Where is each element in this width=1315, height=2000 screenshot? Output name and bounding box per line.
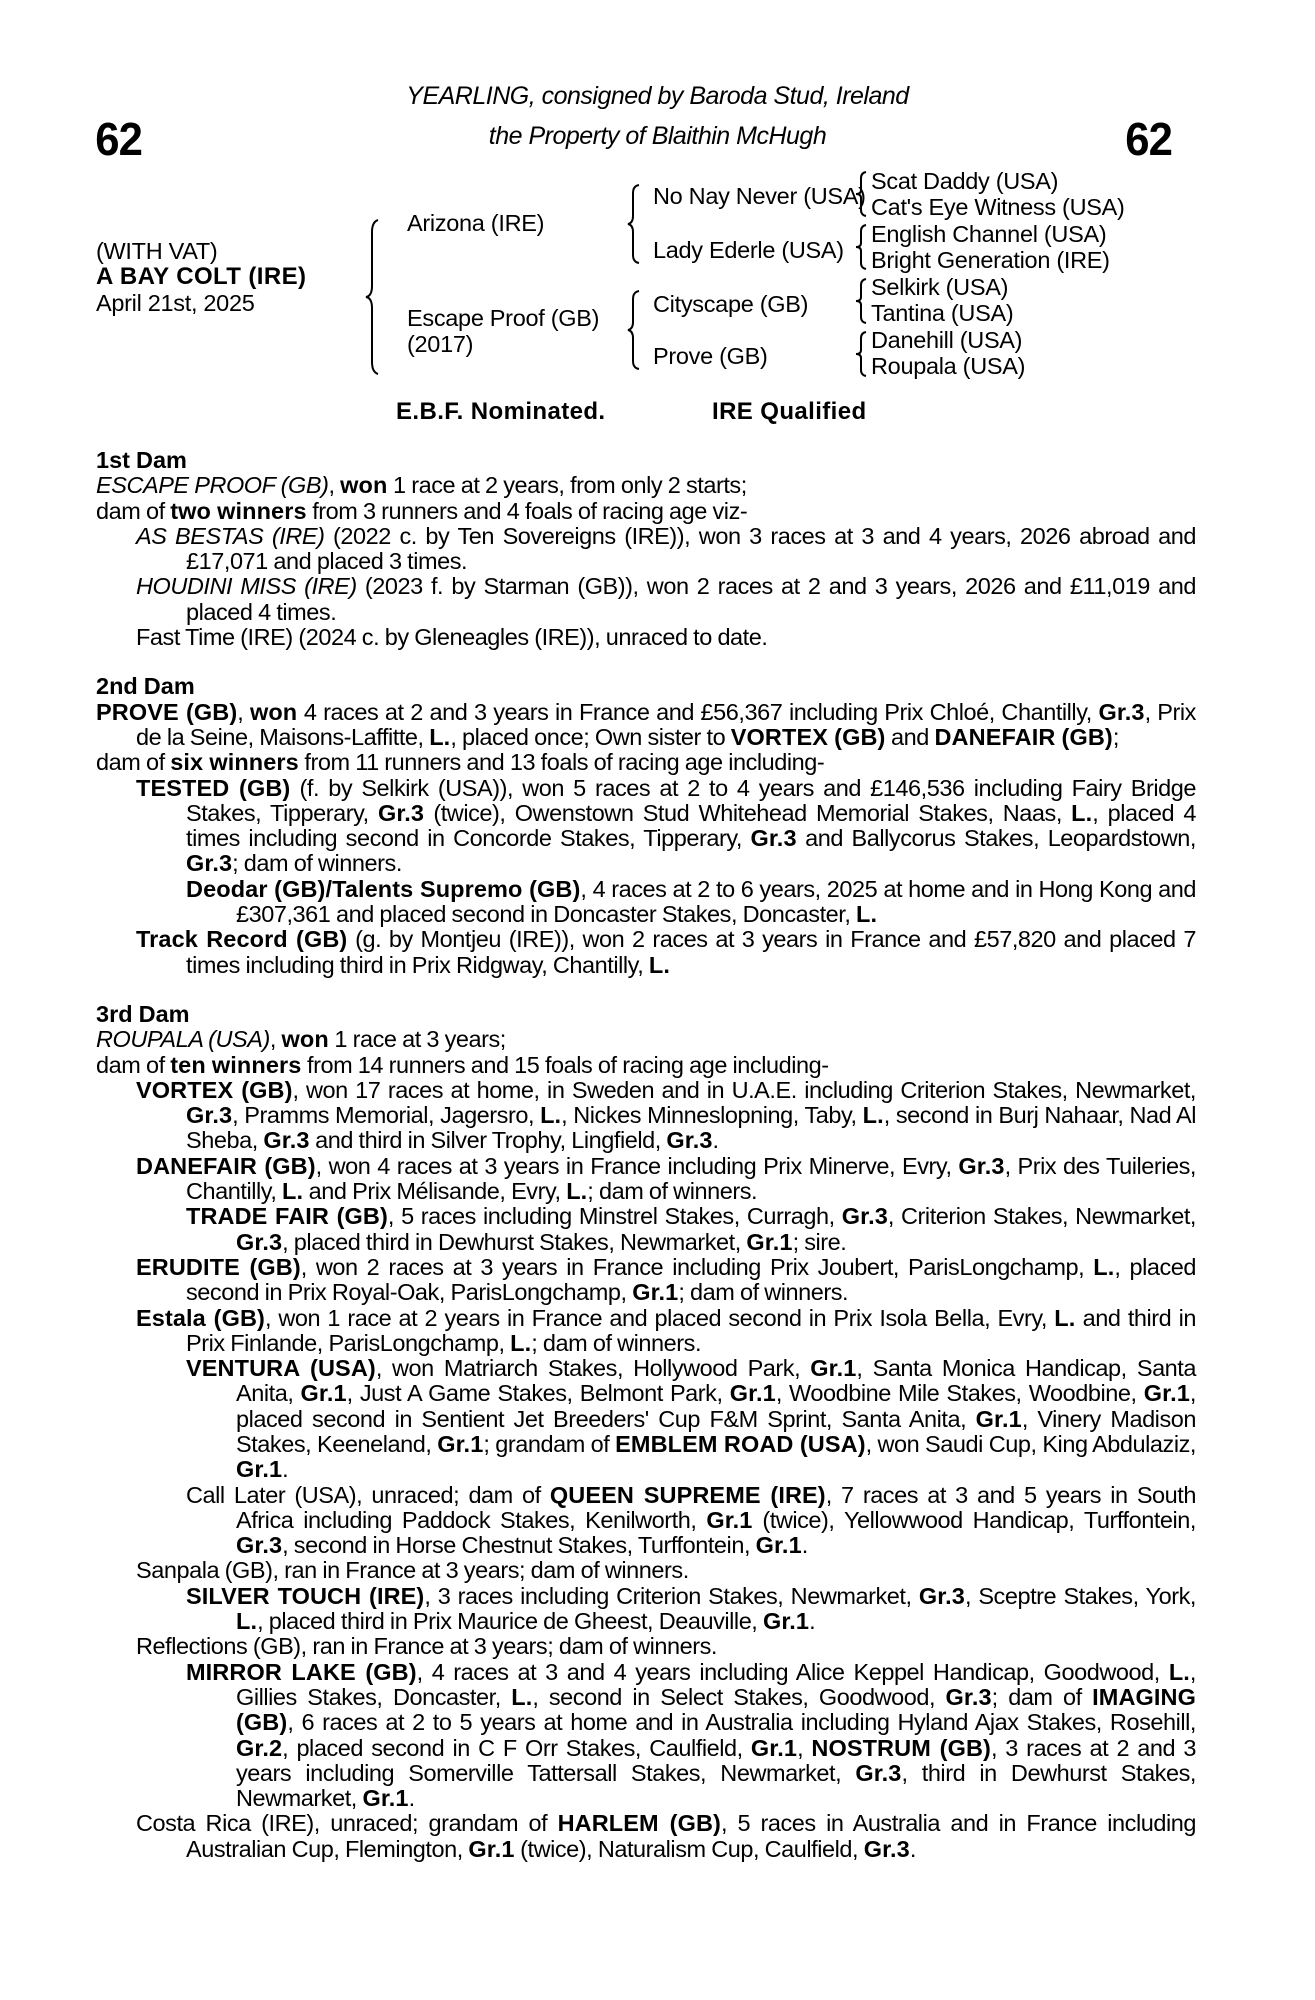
gen3-ancestor: Tantina (USA) [871,300,1014,326]
bold-text: IMAGING (GB) [236,1683,1196,1736]
text-run: , placed third in Dewhurst Stakes, Newmarket, [282,1228,747,1255]
brace-dam-icon [627,289,643,371]
text-run: , second in Select Stakes, Goodwood, [532,1683,946,1710]
text-run: , 4 races at 3 and 4 years including Alice Keppel Handicap, Goodwood, [416,1658,1169,1685]
produce-entry [96,574,1196,625]
bold-text: QUEEN SUPREME (IRE) [549,1481,826,1508]
text-run: , [797,1734,812,1761]
text-run: , Vinery Madison Stakes, Keeneland, [236,1405,1196,1457]
text-run: , Woodbine Mile Stakes, Woodbine, [775,1380,1144,1407]
bold-text: Gr.3 [1098,698,1145,725]
brace-gen3-2-icon [854,223,868,271]
produce-entry [96,1356,1196,1482]
text-run: 1 race at 2 years, from only 2 starts; [387,472,747,499]
sire: Arizona (IRE) [407,210,545,236]
bold-text: Gr.1 [300,1380,347,1407]
section-heading: 1st Dam [96,447,187,473]
bold-text: Estala (GB) [136,1304,265,1331]
text-run: ; dam of winners. [678,1279,849,1306]
dam-paragraph [96,499,1196,524]
bold-text: TESTED (GB) [136,774,291,801]
ire-qualified-badge: IRE Qualified [712,398,867,425]
bold-text: ERUDITE (GB) [136,1253,301,1280]
text-run: . [712,1127,719,1154]
text-run: , Criterion Stakes, Newmarket, [887,1203,1197,1230]
bold-text: TRADE FAIR (GB) [186,1203,388,1230]
bold-text: Deodar (GB)/Talents Supremo (GB) [186,875,581,902]
bold-text: six winners [170,749,299,776]
bold-text: Gr.1 [755,1532,802,1559]
bold-text: MIRROR LAKE (GB) [186,1658,417,1685]
dam-year: (2017) [407,331,474,357]
text-run: , won Saudi Cup, King Abdulaziz, [865,1430,1196,1457]
text-run: , Sceptre Stakes, York, [964,1582,1196,1609]
text-run: Costa Rica (IRE), unraced; grandam of [136,1810,558,1837]
text-run: (twice), Owenstown Stud Whitehead Memorial Stakes, Naas, [424,799,1072,826]
ebf-nominated-badge: E.B.F. Nominated. [396,398,606,425]
produce-entry [96,776,1196,877]
bold-text: Gr.1 [750,1734,798,1761]
bold-text: Gr.3 [841,1203,888,1230]
text-run: , 3 races at 2 and 3 years including Somerville Tattersall Stakes, Newmarket, [236,1734,1196,1786]
text-run: , won 17 races at home, in Sweden and in U.A.E. including Criterion Stakes, Newmarket, [292,1076,1196,1103]
text-run: (twice), Naturalism Cup, Caulfield, [514,1835,864,1862]
gen3-ancestor: Selkirk (USA) [871,274,1009,300]
produce-entry [96,1255,1196,1306]
bold-text: Gr.1 [762,1608,810,1635]
gen3-ancestor: English Channel (USA) [871,221,1107,247]
text-run: from 3 runners and 4 foals of racing age viz- [306,497,748,524]
text-run: , [237,698,250,725]
bold-text: L. [282,1178,304,1205]
bold-text: L. [566,1178,588,1205]
bold-text: VORTEX (GB) [136,1076,293,1103]
bold-text: Gr.3 [863,1835,910,1862]
produce-entry [96,524,1196,575]
bold-text: Gr.1 [1143,1380,1190,1407]
bold-text: Gr.1 [706,1506,753,1533]
text-run: . [809,1608,816,1635]
dam-paragraph [96,1053,1196,1078]
text-run: , placed third in Prix Maurice de Gheest, Deauville, [257,1608,763,1635]
brace-gen3-1-icon [854,170,868,218]
text-run: (f. by Selkirk (USA)), won 5 races at 2 to 4 years and £146,536 including Fairy Bridge Stakes, Tipperary, [186,774,1197,826]
text-run: , third in Dewhurst Stakes, Newmarket, [236,1759,1196,1812]
bold-text: Gr.3 [186,850,233,877]
gen3-ancestor: Scat Daddy (USA) [871,168,1059,194]
bold-text: Gr.1 [746,1228,793,1255]
text-run: dam of [96,497,171,524]
bold-text: Gr.1 [236,1456,283,1483]
vat-note: (WITH VAT) [96,238,218,264]
italic-text: ESCAPE PROOF (GB) [96,472,329,499]
bold-text: L. [856,901,878,928]
produce-entry [96,927,1196,978]
produce-entry [96,1204,1196,1255]
text-run: ; dam of winners. [587,1178,758,1205]
sire-sire: No Nay Never (USA) [653,183,866,209]
text-run: , Pramms Memorial, Jagersro, [232,1102,541,1129]
bold-text: L. [429,723,451,750]
produce-entry [96,1154,1196,1205]
bold-text: DANEFAIR (GB) [934,723,1113,750]
text-run: and [885,723,935,750]
brace-gen1-icon [364,218,384,376]
bold-text: L. [1054,1304,1076,1331]
italic-text: ROUPALA (USA) [96,1026,270,1053]
text-run: , 3 races including Criterion Stakes, Newmarket, [424,1582,919,1609]
text-run: ; dam of winners. [531,1329,702,1356]
bold-text: Gr.3 [958,1152,1005,1179]
text-run: , Gillies Stakes, Doncaster, [236,1658,1196,1710]
bold-text: ten winners [170,1051,302,1078]
text-run: dam of [96,749,171,776]
produce-entry [96,1306,1196,1357]
text-run: ; [1112,723,1119,750]
text-run: and third in Silver Trophy, Lingfield, [309,1127,667,1154]
text-run: (2022 c. by Ten Sovereigns (IRE)), won 3 races at 3 and 4 years, 2026 abroad and £17,071 and placed 3 times. [186,522,1196,575]
dam-paragraph [96,750,1196,775]
text-run: , 5 races including Minstrel Stakes, Curragh, [387,1203,842,1230]
brace-gen3-4-icon [854,330,868,378]
sire-dam: Lady Ederle (USA) [653,237,844,263]
bold-text: L. [540,1102,562,1129]
dam-dam: Prove (GB) [653,343,768,369]
produce-entry [96,1584,1196,1635]
text-run: , [269,1026,282,1053]
text-run: Call Later (USA), unraced; dam of [186,1481,550,1508]
text-run: , placed once; Own sister to [450,723,731,750]
bold-text: Gr.1 [632,1279,679,1306]
text-run: , placed second in C F Orr Stakes, Caulfield, [282,1734,751,1761]
bold-text: VENTURA (USA) [186,1355,376,1382]
bold-text: Gr.3 [666,1127,713,1154]
text-run: dam of [96,1051,171,1078]
bold-text: Gr.3 [945,1683,992,1710]
text-run: ; grandam of [483,1430,616,1457]
bold-text: HARLEM (GB) [557,1810,721,1837]
bold-text: Gr.3 [236,1532,283,1559]
text-run: , Santa Monica Handicap, Santa Anita, [236,1355,1197,1407]
text-run: , Prix des Tuileries, Chantilly, [186,1152,1196,1205]
text-run: and Ballycorus Stakes, Leopardstown, [796,825,1197,852]
produce-entry [96,877,1196,928]
text-run: , Nickes Minneslopning, Taby, [561,1102,863,1129]
bold-text: Gr.2 [236,1734,283,1761]
italic-text: HOUDINI MISS (IRE) [136,573,357,600]
text-run: Sanpala (GB), ran in France at 3 years; dam of winners. [136,1557,689,1584]
gen3-ancestor: Danehill (USA) [871,327,1023,353]
text-run: (g. by Montjeu (IRE)), won 2 races at 3 years in France and £57,820 and placed 7 times including third in Prix Ridgway, Chantilly, [186,926,1196,978]
dam-paragraph [96,473,1196,498]
brace-sire-icon [627,183,643,265]
bold-text: L. [510,1329,532,1356]
text-run: , won 2 races at 3 years in France including Prix Joubert, ParisLongchamp, [300,1253,1094,1280]
text-run: , second in Horse Chestnut Stakes, Turffontein, [282,1532,756,1559]
section-heading: 2nd Dam [96,673,195,700]
text-run: , won 1 race at 2 years in France and placed second in Prix Isola Bella, Evry, [264,1304,1055,1331]
lot-number-right: 62 [1125,113,1172,165]
text-run: , 7 races at 3 and 5 years in South Africa including Paddock Stakes, Kenilworth, [236,1481,1196,1533]
text-run: , 5 races in Australia and in France including Australian Cup, Flemington, [186,1810,1196,1862]
bold-text: L. [511,1683,533,1710]
bold-text: won [249,698,298,725]
bold-text: Track Record (GB) [136,926,348,953]
text-run: . [909,1835,916,1862]
dam-sire: Cityscape (GB) [653,291,809,317]
text-run: , [328,472,341,499]
text-run: . [282,1456,289,1483]
gen3-ancestor: Roupala (USA) [871,353,1026,379]
bold-text: Gr.3 [750,825,797,852]
dam-paragraph [96,1027,1196,1052]
bold-text: Gr.1 [810,1355,857,1382]
bold-text: Gr.3 [918,1582,965,1609]
text-run: , Prix de la Seine, Maisons-Laffitte, [136,698,1196,750]
text-run: ; dam of winners. [232,850,402,877]
produce-entry [96,1483,1196,1559]
text-run: , placed second in Prix Royal-Oak, ParisLongchamp, [186,1253,1197,1306]
bold-text: L. [1093,1253,1115,1280]
dam-paragraph [96,700,1196,751]
produce-entry [96,625,1196,650]
text-run: and Prix Mélisande, Evry, [303,1178,567,1205]
text-run: , placed second in Sentient Jet Breeders' Cup F&M Sprint, Santa Anita, [236,1380,1196,1432]
text-run: (twice), Yellowwood Handicap, Turffontein, [752,1506,1196,1533]
bold-text: Gr.1 [729,1380,776,1407]
bold-text: Gr.3 [263,1127,310,1154]
bold-text: L. [862,1102,884,1129]
catalogue-body [96,448,1196,1862]
bold-text: won [340,472,388,499]
dam: Escape Proof (GB) [407,305,600,331]
produce-entry [96,1078,1196,1154]
text-run: . [801,1532,808,1559]
text-run: , 4 races at 2 to 6 years, 2025 at home and in Hong Kong and £307,361 and placed second in Doncaster Stakes, Doncaster, [236,875,1196,928]
bold-text: Gr.1 [975,1405,1022,1432]
bold-text: Gr.3 [236,1228,283,1255]
bold-text: L. [648,951,670,978]
text-run: , placed 4 times including second in Concorde Stakes, Tipperary, [186,799,1197,852]
text-run: from 11 runners and 13 foals of racing age including- [298,749,825,776]
bold-text: Gr.1 [437,1430,484,1457]
bold-text: DANEFAIR (GB) [136,1152,316,1179]
text-run: ; sire. [792,1228,847,1255]
brace-gen3-3-icon [854,277,868,325]
bold-text: NOSTRUM (GB) [811,1734,991,1761]
property-line: the Property of Blaithin McHugh [488,122,827,150]
text-run: , 6 races at 2 to 5 years at home and in Australia including Hyland Ajax Stakes, Rosehill, [287,1709,1196,1736]
bold-text: VORTEX (GB) [730,723,886,750]
text-run: 4 races at 2 and 3 years in France and £56,367 including Prix Chloé, Chantilly, [297,698,1099,725]
gen3-ancestor: Cat's Eye Witness (USA) [871,194,1125,220]
text-run: 1 race at 3 years; [328,1026,506,1053]
text-run: Reflections (GB), ran in France at 3 years; dam of winners. [136,1633,717,1660]
produce-entry [96,1660,1196,1812]
consignor-line: YEARLING, consigned by Baroda Stud, Ireland [406,82,909,110]
produce-entry [96,1558,1196,1583]
text-run: ; dam of [991,1683,1093,1710]
text-run: Fast Time (IRE) (2024 c. by Gleneagles (IRE)), unraced to date. [136,624,768,651]
text-run: from 14 runners and 15 foals of racing age including- [301,1051,829,1078]
text-run: (2023 f. by Starman (GB)), won 2 races at 2 and 3 years, 2026 and £11,019 and placed 4 times. [186,573,1196,625]
bold-text: Gr.1 [468,1835,515,1862]
bold-text: Gr.3 [855,1759,902,1786]
bold-text: Gr.3 [186,1102,233,1129]
italic-text: AS BESTAS (IRE) [136,522,325,549]
produce-entry [96,1811,1196,1862]
text-run: , won 4 races at 3 years in France including Prix Minerve, Evry, [315,1152,959,1179]
horse-name: A BAY COLT (IRE) [96,263,307,290]
foaling-date: April 21st, 2025 [96,290,255,316]
text-run: and third in Prix Finlande, ParisLongchamp, [186,1304,1196,1356]
bold-text: Gr.1 [362,1785,409,1812]
text-run: , won Matriarch Stakes, Hollywood Park, [375,1355,811,1382]
bold-text: PROVE (GB) [96,698,238,725]
bold-text: L. [236,1608,258,1635]
bold-text: Gr.3 [377,799,425,826]
bold-text: L. [1168,1658,1190,1685]
lot-number-left: 62 [95,113,142,165]
gen3-ancestor: Bright Generation (IRE) [871,247,1110,273]
section-heading: 3rd Dam [96,1000,190,1027]
bold-text: EMBLEM ROAD (USA) [615,1430,866,1457]
bold-text: two winners [170,497,307,524]
text-run: , Just A Game Stakes, Belmont Park, [346,1380,730,1407]
bold-text: won [281,1026,329,1053]
text-run: , second in Burj Nahaar, Nad Al Sheba, [186,1102,1196,1154]
produce-entry [96,1634,1196,1659]
text-run: . [408,1785,415,1812]
bold-text: L. [1071,799,1093,826]
bold-text: SILVER TOUCH (IRE) [186,1582,425,1609]
